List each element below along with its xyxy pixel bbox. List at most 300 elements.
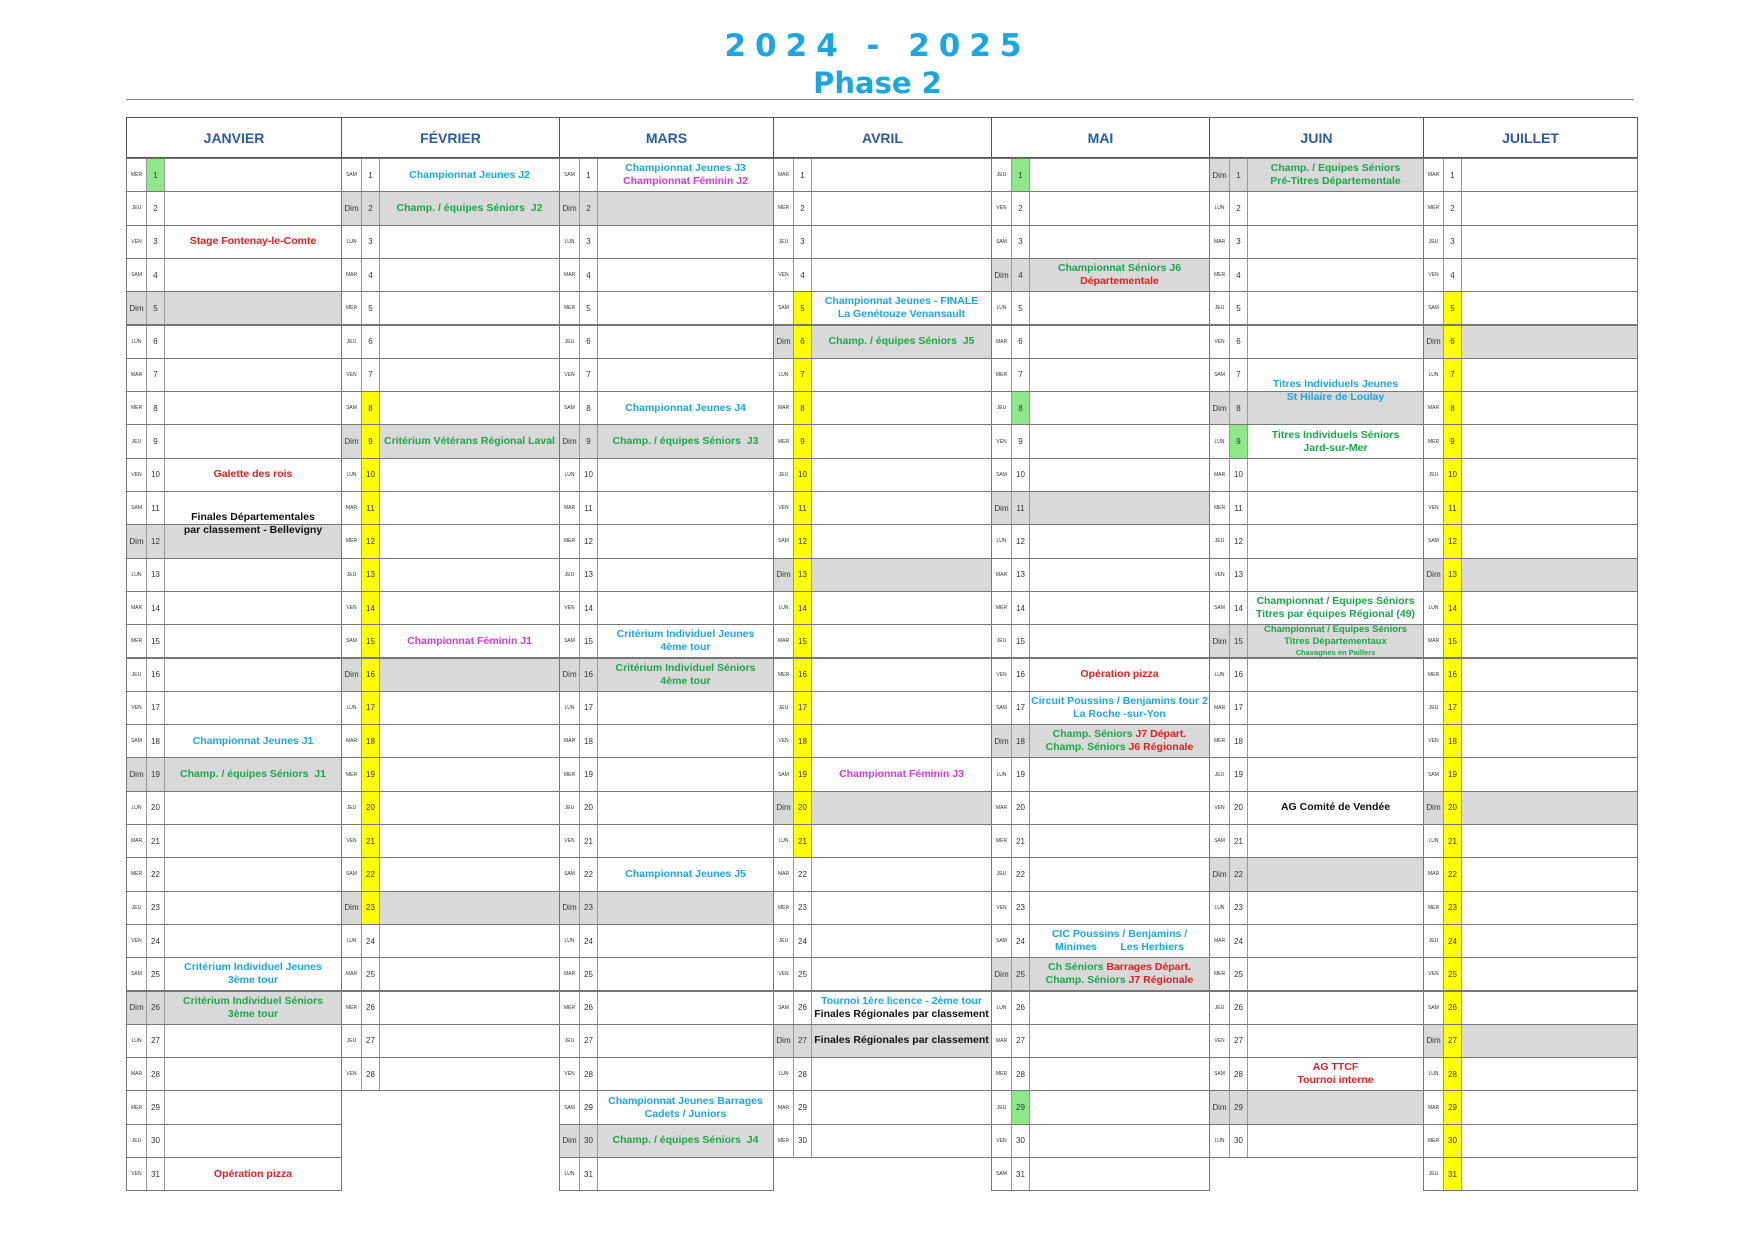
day-row [559, 424, 774, 458]
day-row [1423, 691, 1638, 725]
day-number: 19 [362, 758, 380, 790]
day-number: 4 [794, 259, 812, 291]
day-number: 27 [794, 1025, 812, 1057]
weekday-label: JEU [992, 858, 1012, 890]
weekday-label: SAM [1210, 359, 1230, 391]
event-text: Titres par équipes Régional (49) [1255, 608, 1416, 621]
day-number: 19 [1230, 758, 1248, 790]
event-text: Championnat Jeunes J2 [409, 168, 530, 181]
day-row [126, 1090, 342, 1124]
day-number: 10 [1444, 459, 1462, 491]
weekday-label: Dim [560, 1125, 580, 1157]
day-number: 4 [362, 259, 380, 291]
day-number: 31 [1444, 1158, 1462, 1190]
day-number: 20 [1444, 792, 1462, 824]
event-text: Chavagnes en Paillers [1295, 648, 1376, 658]
day-row [991, 1157, 1210, 1191]
day-row [1423, 458, 1638, 492]
event-cell [1248, 359, 1423, 424]
day-number: 20 [580, 792, 598, 824]
event-line [384, 435, 555, 448]
weekday-label: JEU [774, 692, 794, 724]
day-number: 10 [1230, 459, 1248, 491]
event-text: 4ème tour [660, 674, 711, 687]
weekday-label: Dim [127, 525, 147, 557]
event-text: Critérium Individuel Jeunes [184, 961, 322, 974]
day-number: 16 [794, 659, 812, 691]
weekday-label: MER [1210, 725, 1230, 757]
weekday-label: Dim [774, 792, 794, 824]
day-number: 21 [362, 825, 380, 857]
day-number: 17 [794, 692, 812, 724]
event-text: 4ème tour [660, 641, 711, 654]
weekday-label: SAM [992, 459, 1012, 491]
weekday-label: SAM [774, 992, 794, 1024]
day-row [1423, 291, 1638, 325]
day-number: 26 [794, 992, 812, 1024]
weekday-label: Dim [1424, 1025, 1444, 1057]
day-row [559, 558, 774, 592]
weekday-label: VEN [992, 659, 1012, 691]
day-number: 9 [147, 425, 165, 457]
event-text: Championnat / Equipes Séniors [1263, 624, 1408, 636]
event-text-highlight: J7 Régionale [1128, 974, 1194, 987]
weekday-label: Dim [992, 492, 1012, 524]
day-row [1209, 791, 1424, 825]
weekday-label: MER [992, 359, 1012, 391]
event-line [228, 1008, 278, 1021]
event-line [1031, 695, 1208, 708]
day-row [1423, 524, 1638, 558]
day-row [991, 658, 1210, 692]
day-number: 1 [1230, 159, 1248, 191]
day-row [773, 924, 992, 958]
day-row [559, 325, 774, 359]
day-row [1423, 891, 1638, 925]
day-row [341, 1057, 560, 1091]
day-number: 3 [794, 226, 812, 258]
event-cell [1030, 725, 1209, 757]
event-cell [812, 292, 991, 324]
event-line [1264, 624, 1407, 636]
day-row [559, 857, 774, 891]
weekday-label: MER [127, 858, 147, 890]
event-text: Championnat Féminin J1 [407, 634, 532, 647]
weekday-label: SAM [560, 1091, 580, 1123]
day-row [1423, 624, 1638, 658]
event-line [190, 235, 317, 248]
day-number: 22 [1012, 858, 1030, 890]
weekday-label: LUN [342, 692, 362, 724]
event-text: 3ème tour [227, 974, 279, 987]
day-row [773, 158, 992, 192]
day-number: 4 [1444, 259, 1462, 291]
day-number: 22 [580, 858, 598, 890]
day-number: 11 [147, 492, 165, 524]
day-row [1209, 757, 1424, 791]
event-cell [380, 159, 559, 191]
weekday-label: LUN [560, 226, 580, 258]
day-row [773, 724, 992, 758]
weekday-label: Dim [560, 892, 580, 924]
weekday-label: JEU [342, 1025, 362, 1057]
day-row [126, 291, 342, 325]
weekday-label: MAR [560, 259, 580, 291]
day-number: 4 [1230, 259, 1248, 291]
event-cell [165, 1158, 341, 1190]
day-number: 31 [1012, 1158, 1030, 1190]
day-row [126, 158, 342, 192]
day-number: 24 [1444, 925, 1462, 957]
weekday-label: LUN [1210, 192, 1230, 224]
day-row [773, 325, 992, 359]
day-row [341, 424, 560, 458]
weekday-label: MER [1424, 1125, 1444, 1157]
day-number: 17 [1012, 692, 1030, 724]
event-line [1271, 162, 1401, 175]
month-header: FÉVRIER [341, 117, 560, 158]
day-row [1209, 424, 1424, 458]
day-row [991, 325, 1210, 359]
event-cell [165, 958, 341, 990]
weekday-label: VEN [774, 958, 794, 990]
day-row [126, 225, 342, 259]
event-cell [598, 159, 773, 191]
weekday-label: MER [560, 525, 580, 557]
event-cell [165, 492, 341, 557]
weekday-label: VEN [1424, 492, 1444, 524]
day-number: 2 [147, 192, 165, 224]
day-number: 11 [794, 492, 812, 524]
event-line [1080, 668, 1158, 681]
event-text: Cadets / Juniors [644, 1107, 727, 1120]
month-header: MARS [559, 117, 774, 158]
day-row [341, 624, 560, 658]
day-number: 14 [1444, 592, 1462, 624]
day-number: 6 [794, 326, 812, 358]
weekday-label: JEU [127, 425, 147, 457]
event-cell [165, 459, 341, 491]
event-cell [1248, 792, 1423, 824]
day-row [559, 957, 774, 991]
event-text: Stage Fontenay-le-Comte [189, 235, 317, 248]
day-row [559, 291, 774, 325]
day-number: 6 [580, 326, 598, 358]
weekday-label: MER [342, 758, 362, 790]
day-row [1209, 158, 1424, 192]
event-line [613, 435, 759, 448]
day-row [773, 358, 992, 392]
day-row [559, 258, 774, 292]
day-row [341, 225, 560, 259]
event-text: Champ. / équipes Séniors J2 [396, 201, 543, 214]
day-row [1209, 624, 1424, 658]
weekday-label: LUN [1210, 1125, 1230, 1157]
event-text: Championnat Jeunes J5 [625, 867, 746, 880]
event-line [623, 175, 748, 188]
event-cell [1030, 259, 1209, 291]
day-row [773, 857, 992, 891]
event-cell [1248, 1058, 1423, 1090]
day-row [991, 1057, 1210, 1091]
weekday-label: JEU [774, 226, 794, 258]
weekday-label: Dim [1424, 559, 1444, 591]
event-cell [1248, 159, 1423, 191]
weekday-label: LUN [774, 1058, 794, 1090]
day-number: 23 [1230, 892, 1248, 924]
day-number: 29 [1444, 1091, 1462, 1123]
weekday-label: MER [774, 892, 794, 924]
day-number: 19 [1444, 758, 1462, 790]
day-row [341, 391, 560, 425]
day-row [341, 991, 560, 1025]
day-row [559, 591, 774, 625]
weekday-label: MER [1424, 659, 1444, 691]
day-number: 23 [1444, 892, 1462, 924]
weekday-label: VEN [992, 1125, 1012, 1157]
day-number: 8 [580, 392, 598, 424]
day-number: 16 [1012, 659, 1030, 691]
day-row [126, 624, 342, 658]
weekday-label: LUN [560, 459, 580, 491]
day-number: 30 [580, 1125, 598, 1157]
weekday-label: LUN [1424, 1058, 1444, 1090]
weekday-label: MAR [774, 392, 794, 424]
day-row [991, 757, 1210, 791]
weekday-label: Dim [1424, 792, 1444, 824]
weekday-label: VEN [992, 192, 1012, 224]
weekday-label: JEU [992, 159, 1012, 191]
weekday-label: SAM [560, 858, 580, 890]
day-row [773, 458, 992, 492]
day-number: 11 [1230, 492, 1248, 524]
day-row [126, 325, 342, 359]
event-line [1287, 391, 1384, 404]
weekday-label: VEN [342, 359, 362, 391]
event-line [1296, 648, 1376, 658]
weekday-label: Dim [1210, 625, 1230, 657]
weekday-label: JEU [1210, 525, 1230, 557]
day-number: 28 [580, 1058, 598, 1090]
day-number: 3 [1444, 226, 1462, 258]
month-header: JUIN [1209, 117, 1424, 158]
day-row [773, 624, 992, 658]
event-line [214, 1168, 292, 1181]
day-number: 26 [147, 992, 165, 1024]
event-line [1270, 175, 1401, 188]
weekday-label: SAM [774, 525, 794, 557]
day-number: 13 [1012, 559, 1030, 591]
weekday-label: MAR [342, 259, 362, 291]
weekday-label: MER [342, 992, 362, 1024]
event-cell [598, 625, 773, 657]
day-row [559, 191, 774, 225]
event-text: Titres Individuels Séniors [1271, 428, 1400, 441]
event-text: Pré-Titres Départementale [1270, 175, 1401, 188]
event-cell [1030, 659, 1209, 691]
weekday-label: MER [992, 825, 1012, 857]
month-header: JUILLET [1423, 117, 1638, 158]
weekday-label: Dim [342, 659, 362, 691]
event-text: Champ. Séniors [1052, 728, 1136, 741]
weekday-label: MAR [1210, 692, 1230, 724]
day-number: 10 [1012, 459, 1030, 491]
weekday-label: LUN [992, 525, 1012, 557]
weekday-label: JEU [1424, 459, 1444, 491]
day-row [559, 924, 774, 958]
event-text: Championnat Jeunes J4 [625, 401, 746, 414]
event-line [184, 961, 322, 974]
page-subtitle-phase: Phase 2 [813, 66, 942, 100]
day-row [1423, 757, 1638, 791]
event-line [1046, 741, 1194, 754]
day-number: 18 [1444, 725, 1462, 757]
day-row [1209, 325, 1424, 359]
weekday-label: MER [992, 1058, 1012, 1090]
day-row [1209, 991, 1424, 1025]
weekday-label: LUN [992, 992, 1012, 1024]
day-row [991, 824, 1210, 858]
day-row [1209, 891, 1424, 925]
weekday-label: MER [1424, 425, 1444, 457]
weekday-label: MER [1210, 492, 1230, 524]
day-number: 29 [580, 1091, 598, 1123]
day-number: 2 [1230, 192, 1248, 224]
day-number: 25 [362, 958, 380, 990]
day-number: 3 [580, 226, 598, 258]
event-line [1055, 941, 1184, 954]
weekday-label: MAR [127, 592, 147, 624]
event-text: Champ. Séniors [1045, 974, 1129, 987]
weekday-label: VEN [1424, 725, 1444, 757]
weekday-label: SAM [1210, 1058, 1230, 1090]
day-row [1423, 258, 1638, 292]
event-text: CIC Poussins / Benjamins / [1051, 928, 1188, 941]
day-number: 24 [794, 925, 812, 957]
day-row [559, 1057, 774, 1091]
day-row [126, 591, 342, 625]
day-row [991, 591, 1210, 625]
day-row [559, 358, 774, 392]
day-row [1423, 391, 1638, 425]
calendar-grid [126, 117, 1637, 1193]
weekday-label: Dim [127, 292, 147, 324]
day-number: 11 [1012, 492, 1030, 524]
weekday-label: JEU [342, 326, 362, 358]
day-number: 23 [794, 892, 812, 924]
day-row [1209, 1024, 1424, 1058]
day-number: 8 [1230, 392, 1248, 424]
weekday-label: MER [560, 992, 580, 1024]
day-number: 11 [362, 492, 380, 524]
day-number: 23 [1012, 892, 1030, 924]
weekday-label: MAR [774, 1091, 794, 1123]
day-row [559, 225, 774, 259]
weekday-label: MER [1424, 892, 1444, 924]
day-number: 29 [794, 1091, 812, 1123]
weekday-label: LUN [1424, 359, 1444, 391]
day-row [991, 458, 1210, 492]
weekday-label: JEU [127, 659, 147, 691]
event-cell [598, 858, 773, 890]
day-number: 23 [362, 892, 380, 924]
event-text: Galette des rois [213, 468, 293, 481]
weekday-label: SAM [992, 226, 1012, 258]
day-row [341, 857, 560, 891]
event-text: par classement - Bellevigny [183, 524, 323, 537]
day-number: 9 [1012, 425, 1030, 457]
day-row [1209, 225, 1424, 259]
day-row [126, 824, 342, 858]
weekday-label: MER [127, 1091, 147, 1123]
weekday-label: MAR [127, 359, 147, 391]
weekday-label: Dim [1210, 1091, 1230, 1123]
day-row [1209, 658, 1424, 692]
event-line [615, 662, 755, 675]
day-number: 29 [1230, 1091, 1248, 1123]
event-text: La Genétouze Venansault [837, 308, 966, 321]
day-row [341, 358, 560, 392]
event-text: Champ. / équipes Séniors J4 [612, 1134, 759, 1147]
weekday-label: LUN [127, 792, 147, 824]
day-number: 6 [1230, 326, 1248, 358]
event-line [829, 335, 975, 348]
weekday-label: Dim [342, 192, 362, 224]
weekday-label: MER [127, 159, 147, 191]
day-row [991, 191, 1210, 225]
event-line [1256, 608, 1415, 621]
day-row [1209, 1124, 1424, 1158]
day-row [341, 524, 560, 558]
event-line [407, 635, 532, 648]
day-number: 5 [147, 292, 165, 324]
day-number: 26 [1444, 992, 1462, 1024]
event-text: La Roche -sur-Yon [1073, 707, 1166, 720]
day-number: 21 [147, 825, 165, 857]
day-row [991, 724, 1210, 758]
day-row [773, 757, 992, 791]
day-row [559, 391, 774, 425]
day-row [559, 824, 774, 858]
weekday-label: VEN [127, 226, 147, 258]
event-cell [812, 326, 991, 358]
day-row [1423, 924, 1638, 958]
weekday-label: VEN [1210, 792, 1230, 824]
weekday-label: VEN [560, 592, 580, 624]
day-number: 5 [1444, 292, 1462, 324]
day-number: 30 [1230, 1125, 1248, 1157]
weekday-label: MAR [992, 559, 1012, 591]
weekday-label: MAR [774, 858, 794, 890]
day-number: 3 [147, 226, 165, 258]
month-header: MAI [991, 117, 1210, 158]
day-row [341, 957, 560, 991]
weekday-label: JEU [127, 192, 147, 224]
event-line [625, 868, 746, 881]
day-row [1423, 491, 1638, 525]
weekday-label: SAM [992, 1158, 1012, 1190]
day-row [1209, 258, 1424, 292]
event-line [1256, 595, 1414, 608]
day-number: 19 [794, 758, 812, 790]
weekday-label: MER [774, 1125, 794, 1157]
day-number: 7 [1230, 359, 1248, 391]
day-row [559, 1157, 774, 1191]
weekday-label: LUN [1210, 425, 1230, 457]
event-text: Champ. / équipes Séniors J3 [612, 435, 759, 448]
day-row [126, 658, 342, 692]
day-number: 16 [1230, 659, 1248, 691]
